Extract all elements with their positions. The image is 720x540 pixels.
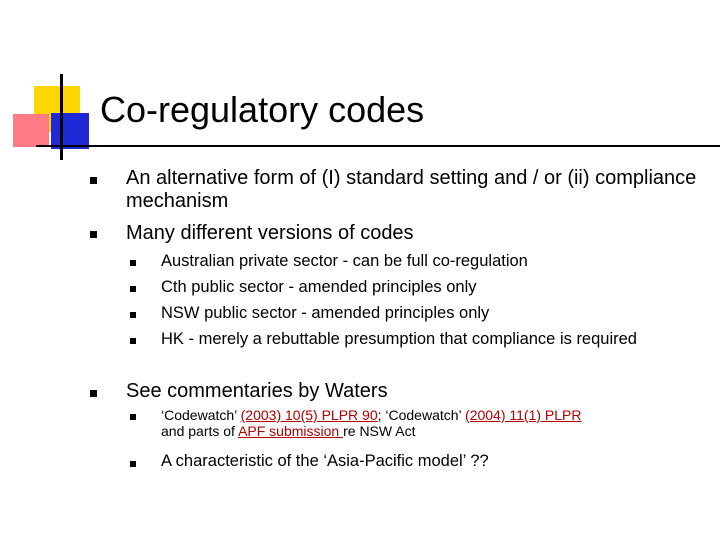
sub-bullet-text: HK - merely a rebuttable presumption that compliance is required <box>161 330 637 348</box>
bullet-marker <box>90 390 97 397</box>
title-underline <box>36 145 720 147</box>
decor-vertical-line <box>60 74 63 160</box>
sub-bullet-text: NSW public sector - amended principles only <box>161 304 490 322</box>
plpr-2004-link[interactable]: (2004) 11(1) PLPR <box>465 407 582 423</box>
bullet-text: An alternative form of (I) standard setting and / or (ii) compliance mechanism <box>126 167 697 212</box>
slide-title: Co-regulatory codes <box>100 89 425 130</box>
citation-text: re NSW Act <box>343 423 416 439</box>
sub-bullet-text: Cth public sector - amended principles only <box>161 278 477 296</box>
sub-bullet-text: A characteristic of the ‘Asia-Pacific model’ ?? <box>161 452 489 470</box>
sub-bullet-citation <box>161 407 711 439</box>
citation-text: ; ‘Codewatch’ <box>377 407 466 423</box>
bullet-text: Many different versions of codes <box>126 222 414 244</box>
bullet-text: See commentaries by Waters <box>126 380 388 402</box>
decor-red-square <box>13 114 49 147</box>
sub-bullet-marker <box>130 414 136 420</box>
sub-bullet-marker <box>130 461 136 467</box>
bullet-marker <box>90 231 97 238</box>
sub-bullet-text: Australian private sector - can be full co-regulation <box>161 252 528 270</box>
plpr-2003-link[interactable]: (2003) 10(5) PLPR 90 <box>240 407 378 423</box>
sub-bullet-marker <box>130 312 136 318</box>
bullet-marker <box>90 177 97 184</box>
citation-text: and parts of <box>161 423 239 439</box>
citation-text: ‘Codewatch’ <box>161 407 241 423</box>
sub-bullet-marker <box>130 338 136 344</box>
apf-submission-link[interactable]: APF submission <box>238 423 344 439</box>
decor-blue-square <box>51 113 89 149</box>
sub-bullet-marker <box>130 286 136 292</box>
sub-bullet-marker <box>130 260 136 266</box>
